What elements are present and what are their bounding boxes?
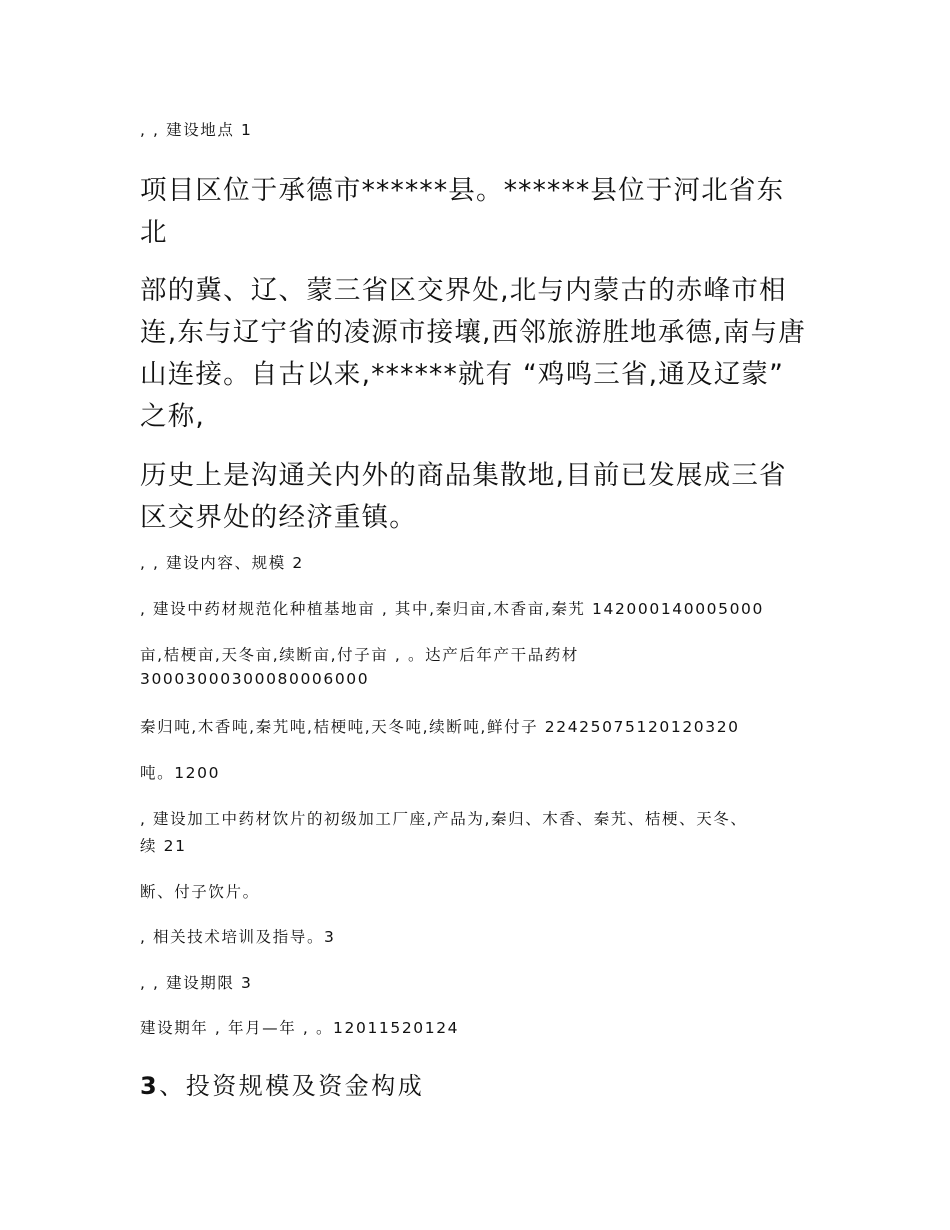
paragraph-line: 建设期年 , 年月—年 , 。12011520124 [140,1019,460,1037]
section-heading-text: 、投资规模及资金构成 [159,1072,425,1100]
section-heading-number: 3 [140,1072,160,1100]
paragraph-line: , 建设中药材规范化种植基地亩 , 其中,秦归亩,木香亩,秦艽 142000140005000 [140,600,764,618]
paragraph-line: 之称, [140,401,206,432]
section-heading [140,1066,424,1101]
paragraph-line: 部的冀、辽、蒙三省区交界处,北与内蒙古的赤峰市相 [140,275,787,306]
paragraph-line: 断、付子饮片。 [140,883,260,901]
paragraph-line: 秦归吨,木香吨,秦艽吨,桔梗吨,天冬吨,续断吨,鲜付子 22425075120120320 [140,718,740,736]
paragraph-line: 山连接。自古以来,******就有 “鸡鸣三省,通及辽蒙” [140,359,785,390]
paragraph-line: 亩,桔梗亩,天冬亩,续断亩,付子亩 , 。达产后年产干品药材 [140,646,579,664]
paragraph-line: , , 建设期限 3 [140,974,253,992]
paragraph-line: 连,东与辽宁省的凌源市接壤,西邻旅游胜地承德,南与唐 [140,317,806,348]
paragraph-line: , 相关技术培训及指导。3 [140,928,336,946]
paragraph-line: 区交界处的经济重镇。 [140,502,417,533]
paragraph-line: 30003000300080006000 [140,670,370,688]
paragraph-line: , 建设加工中药材饮片的初级加工厂座,产品为,秦归、木香、秦艽、桔梗、天冬、 [140,810,748,828]
paragraph-line: 吨。1200 [140,764,221,782]
paragraph-line: 北 [140,217,168,248]
paragraph-line: 项目区位于承德市******县。******县位于河北省东 [140,175,785,206]
paragraph-line: 历史上是沟通关内外的商品集散地,目前已发展成三省 [140,460,787,491]
paragraph-line: 续 21 [140,837,187,855]
paragraph-line: , , 建设内容、规模 2 [140,554,304,572]
paragraph-line: , , 建设地点 1 [140,121,253,139]
